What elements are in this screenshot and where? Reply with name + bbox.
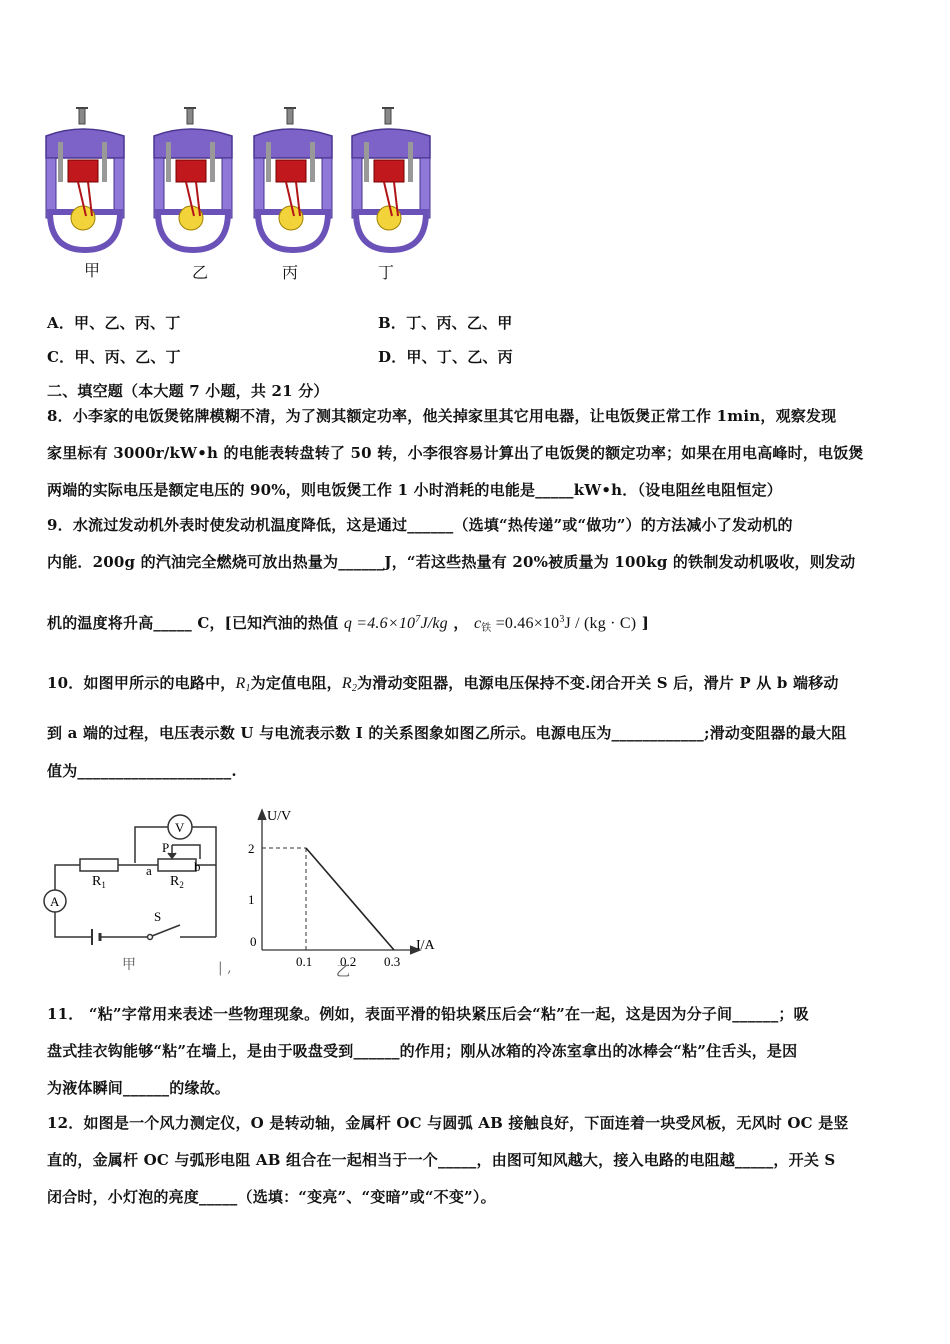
engine-label-ding: 丁 <box>378 263 395 282</box>
circuit-caption: 甲 <box>122 958 136 973</box>
section-title: 二、填空题（本大题 7 小题，共 21 分） <box>47 382 329 400</box>
engine-label-jia: 甲 <box>84 261 101 280</box>
r2-label: $R_2$ <box>170 874 184 890</box>
series-line-0 <box>306 848 394 950</box>
origin-label: 0 <box>250 934 257 949</box>
y-tick-label-1: 2 <box>248 841 255 856</box>
y-axis-label: U/V <box>267 809 292 824</box>
x-axis-label: I/A <box>416 938 435 953</box>
engine-yi-image <box>154 108 232 250</box>
slider-p-label: P <box>162 840 170 855</box>
q11-line3: 为液体瞬间______的缘故。 <box>47 1079 231 1097</box>
q12-line3: 闭合时，小灯泡的亮度_____（选填：“变亮”、“变暗”或“不变”）。 <box>47 1188 496 1206</box>
stray-marks: | , <box>218 960 232 976</box>
q9-line3: 机的温度将升高_____ C，[已知汽油的热值 $q =4.6\times 10^7J/kg$ ， $c_铁 =0.46\times 10^3J / (kg \cdot C)$ ] <box>47 614 650 634</box>
q9-heat-value-formula: $q =4.6\times 10^7J/kg$ <box>343 614 448 632</box>
r2-resistor <box>158 859 196 871</box>
q9-line1: 9．水流过发动机外表时使发动机温度降低，这是通过______（选填“热传递”或“做功”）的方法减小了发动机的 <box>47 516 793 534</box>
engine-ding-image <box>352 108 430 250</box>
r1-resistor <box>80 859 118 871</box>
switch-s-label: S <box>154 909 162 924</box>
x-tick-label-2: 0.3 <box>384 954 401 969</box>
ammeter-label: A <box>50 894 60 909</box>
engine-strokes-figure <box>40 100 450 260</box>
circuit-diagram <box>40 805 240 985</box>
terminal-a-label: a <box>146 863 152 878</box>
q10-line3: 值为____________________. <box>47 762 237 780</box>
q8-line3: 两端的实际电压是额定电压的 90%，则电饭煲工作 1 小时消耗的电能是_____kW•h．（设电阻丝电阻恒定） <box>47 481 782 499</box>
q11-line1: 11． “粘”字常用来表述一些物理现象。例如，表面平滑的铅块紧压后会“粘”在一起，这是因为分子间______；吸 <box>47 1005 809 1023</box>
q10-line2: 到 a 端的过程，电压表示数 U 与电流表示数 I 的关系图象如图乙所示。电源电压为____________;滑动变阻器的最大阻 <box>47 724 847 742</box>
q9-line2: 内能．200g 的汽油完全燃烧可放出热量为______J，“若这些热量有 20%被质量为 100kg 的铁制发动机吸收，则发动 <box>47 553 856 571</box>
q7-option-c: C．甲、丙、乙、丁 <box>47 348 181 366</box>
q10-line1: 10．如图甲所示的电路中，$R_1$为定值电阻，$R_2$为滑动变阻器，电源电压保持不变.闭合开关 S 后，滑片 P 从 b 端移动 <box>47 674 839 694</box>
q12-line1: 12．如图是一个风力测定仪，O 是转动轴，金属杆 OC 与圆弧 AB 接触良好，下面连着一块受风板，无风时 OC 是竖 <box>47 1114 849 1132</box>
q9-specific-heat-formula: $c_铁 =0.46\times 10^3J / (kg \cdot C)$ <box>473 614 637 634</box>
q7-option-b: B．丁、丙、乙、甲 <box>378 314 513 332</box>
voltmeter-label: V <box>175 820 185 835</box>
terminal-b-label: b <box>194 859 201 874</box>
q8-line2: 家里标有 3000r/kW•h 的电能表转盘转了 50 转，小李很容易计算出了电饭煲的额定功率；如果在用电高峰时，电饭煲 <box>47 444 864 462</box>
engine-bing-image <box>254 108 332 250</box>
q12-line2: 直的，金属杆 OC 与弧形电阻 AB 组合在一起相当于一个_____，由图可知风越大，接入电路的电阻越_____，开关 S <box>47 1151 836 1169</box>
chart-caption: 乙 <box>336 965 350 980</box>
engine-jia-image <box>46 108 124 250</box>
q7-option-a: A．甲、乙、丙、丁 <box>47 314 181 332</box>
engine-label-yi: 乙 <box>192 263 209 282</box>
q8-line1: 8．小李家的电饭煲铭牌模糊不清，为了测其额定功率，他关掉家里其它用电器，让电饭煲正常工作 1min，观察发现 <box>47 407 837 425</box>
q11-line2: 盘式挂衣钩能够“粘”在墙上，是由于吸盘受到______的作用；刚从冰箱的冷冻室拿出的冰棒会“粘”住舌头，是因 <box>47 1042 798 1060</box>
ui-graph <box>240 800 450 985</box>
y-tick-label-0: 1 <box>248 892 255 907</box>
r1-label: $R_1$ <box>92 874 106 890</box>
x-tick-label-0: 0.1 <box>296 954 313 969</box>
engine-label-bing: 丙 <box>282 263 299 282</box>
q7-option-d: D．甲、丁、乙、丙 <box>378 348 513 366</box>
x-tick-label-1: 0.2 <box>340 954 357 969</box>
